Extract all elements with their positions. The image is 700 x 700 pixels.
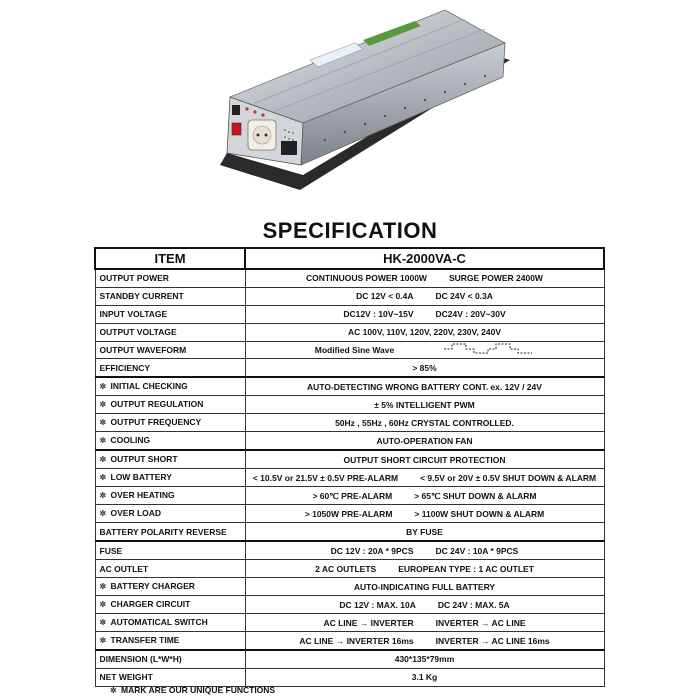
- spec-value: EUROPEAN TYPE : 1 AC OUTLET: [398, 563, 534, 574]
- spec-value: INVERTER → AC LINE 16ms: [435, 635, 550, 646]
- spec-label: INPUT VOLTAGE: [99, 309, 168, 320]
- star-mark-icon: ✲: [99, 618, 107, 628]
- spec-label: EFFICIENCY: [99, 362, 151, 373]
- spec-label: OUTPUT SHORT: [110, 454, 178, 465]
- spec-label-cell: [95, 578, 245, 596]
- spec-label: OUTPUT VOLTAGE: [99, 327, 177, 338]
- spec-label-cell: [95, 596, 245, 614]
- spec-value: SURGE POWER 2400W: [448, 273, 543, 284]
- spec-label-cell: [95, 432, 245, 451]
- spec-label-cell: [95, 269, 245, 287]
- table-row: [95, 578, 604, 596]
- spec-label: LOW BATTERY: [110, 472, 172, 483]
- table-row: [95, 269, 604, 287]
- spec-label: CHARGER CIRCUIT: [110, 599, 191, 610]
- spec-label: OUTPUT REGULATION: [110, 399, 204, 410]
- table-row: [95, 323, 604, 341]
- spec-value: DC12V : 10V~15V: [343, 309, 414, 320]
- spec-value: OUTPUT SHORT CIRCUIT PROTECTION: [343, 454, 506, 465]
- spec-label-cell: [95, 359, 245, 377]
- spec-value-cell: [245, 505, 604, 523]
- spec-value-cell: [245, 632, 604, 651]
- spec-label-cell: [95, 341, 245, 359]
- spec-value-cell: [245, 414, 604, 432]
- table-row: [95, 305, 604, 323]
- star-mark-icon: ✲: [99, 636, 107, 646]
- spec-label: DIMENSION (L*W*H): [99, 654, 182, 665]
- table-row: [95, 377, 604, 396]
- table-row: [95, 414, 604, 432]
- table-row: [95, 359, 604, 377]
- spec-value: AC 100V, 110V, 120V, 220V, 230V, 240V: [348, 327, 501, 338]
- spec-value-cell: [245, 359, 604, 377]
- spec-value: CONTINUOUS POWER 1000W: [306, 273, 427, 284]
- spec-value: > 85%: [412, 362, 437, 373]
- table-row: [95, 523, 604, 541]
- spec-label: FUSE: [99, 545, 123, 556]
- spec-label-cell: [95, 487, 245, 505]
- page-title: SPECIFICATION: [262, 218, 438, 243]
- header-item: ITEM: [95, 248, 245, 269]
- spec-value: > 1050W PRE-ALARM: [304, 508, 393, 519]
- spec-value: ± 5% INTELLIGENT PWM: [374, 399, 475, 410]
- spec-value: BY FUSE: [406, 526, 443, 537]
- spec-value-cell: [245, 560, 604, 578]
- spec-value-cell: [245, 450, 604, 469]
- spec-value: 430*135*79mm: [394, 654, 455, 665]
- table-row: [95, 541, 604, 559]
- spec-value: DC 12V : MAX. 10A: [339, 599, 416, 610]
- table-row: [95, 396, 604, 414]
- spec-value-cell: [245, 541, 604, 559]
- spec-label-cell: [95, 523, 245, 541]
- table-row: [95, 596, 604, 614]
- spec-label: OVER LOAD: [110, 508, 162, 519]
- spec-label: INITIAL CHECKING: [110, 381, 188, 392]
- spec-value: DC 24V < 0.3A: [435, 291, 493, 302]
- spec-value: AC LINE → INVERTER: [323, 617, 414, 628]
- table-row: [95, 287, 604, 305]
- star-mark-icon: ✲: [99, 582, 107, 592]
- star-mark-icon: ✲: [99, 509, 107, 519]
- table-row: [95, 668, 604, 686]
- spec-value: 3.1 Kg: [411, 672, 438, 683]
- spec-label: TRANSFER TIME: [110, 635, 180, 646]
- spec-label-cell: [95, 541, 245, 559]
- spec-value: AC LINE → INVERTER 16ms: [299, 635, 414, 646]
- table-row: [95, 560, 604, 578]
- spec-label: OUTPUT POWER: [99, 273, 169, 284]
- spec-value-cell: [245, 287, 604, 305]
- star-mark-icon: ✲: [99, 400, 107, 410]
- spec-value: DC 24V : 10A * 9PCS: [435, 545, 519, 556]
- spec-label-cell: [95, 414, 245, 432]
- star-mark-icon: ✲: [99, 600, 107, 610]
- spec-label-cell: [95, 632, 245, 651]
- table-row: [95, 341, 604, 359]
- spec-value: DC 12V : 20A * 9PCS: [330, 545, 414, 556]
- table-header-row: [95, 248, 604, 269]
- spec-value-cell: [245, 614, 604, 632]
- spec-value-cell: [245, 396, 604, 414]
- spec-value: 2 AC OUTLETS: [315, 563, 377, 574]
- table-row: [95, 650, 604, 668]
- spec-value: < 9.5V or 20V ± 0.5V SHUT DOWN & ALARM: [420, 472, 597, 483]
- spec-label-cell: [95, 560, 245, 578]
- spec-value-cell: [245, 668, 604, 686]
- spec-value-cell: [245, 341, 604, 359]
- spec-value: Modified Sine Wave: [314, 345, 395, 355]
- table-row: [95, 487, 604, 505]
- spec-label: OVER HEATING: [110, 490, 175, 501]
- spec-value-cell: [245, 596, 604, 614]
- spec-value-cell: [245, 269, 604, 287]
- spec-value-cell: [245, 305, 604, 323]
- spec-value: INVERTER → AC LINE: [435, 617, 526, 628]
- spec-value-cell: [245, 377, 604, 396]
- table-row: [95, 450, 604, 469]
- spec-value: > 60℃ PRE-ALARM: [312, 490, 393, 501]
- spec-label: AUTOMATICAL SWITCH: [110, 617, 208, 628]
- spec-label: COOLING: [110, 435, 151, 446]
- spec-value: 50Hz , 55Hz , 60Hz CRYSTAL CONTROLLED.: [335, 417, 514, 428]
- table-row: [95, 469, 604, 487]
- spec-value: AUTO-DETECTING WRONG BATTERY CONT. ex. 12V / 24V: [307, 381, 542, 392]
- spec-value: DC 12V < 0.4A: [356, 291, 414, 302]
- spec-value: AUTO-OPERATION FAN: [376, 435, 473, 446]
- spec-label-cell: [95, 396, 245, 414]
- star-mark-icon: ✲: [99, 382, 107, 392]
- spec-value: < 10.5V or 21.5V ± 0.5V PRE-ALARM: [252, 472, 399, 483]
- spec-value-cell: [245, 323, 604, 341]
- spec-label-cell: [95, 469, 245, 487]
- spec-body: [95, 269, 604, 686]
- table-row: [95, 432, 604, 451]
- spec-label: BATTERY CHARGER: [110, 581, 195, 592]
- spec-value-cell: [245, 578, 604, 596]
- spec-label-cell: [95, 305, 245, 323]
- spec-label-cell: [95, 505, 245, 523]
- spec-label-cell: [95, 650, 245, 668]
- spec-value: AUTO-INDICATING FULL BATTERY: [353, 581, 496, 592]
- spec-label: AC OUTLET: [99, 563, 149, 574]
- spec-value: DC24V : 20V~30V: [435, 309, 506, 320]
- spec-label: NET WEIGHT: [99, 672, 153, 683]
- star-mark-icon: ✲: [99, 455, 107, 465]
- inverter-product-image: [215, 5, 515, 200]
- spec-label-cell: [95, 323, 245, 341]
- star-mark-icon: ✲: [99, 436, 107, 446]
- table-row: [95, 614, 604, 632]
- spec-label-cell: [95, 287, 245, 305]
- spec-label-cell: [95, 377, 245, 396]
- spec-value: > 65℃ SHUT DOWN & ALARM: [414, 490, 537, 501]
- header-model: HK-2000VA-C: [245, 248, 604, 269]
- spec-value: DC 24V : MAX. 5A: [437, 599, 510, 610]
- spec-value: > 1100W SHUT DOWN & ALARM: [414, 508, 545, 519]
- spec-value-cell: [245, 469, 604, 487]
- spec-label: OUTPUT FREQUENCY: [110, 417, 202, 428]
- spec-label-cell: [95, 450, 245, 469]
- spec-value-cell: [245, 523, 604, 541]
- table-row: [95, 632, 604, 651]
- star-mark-icon: ✲: [99, 491, 107, 501]
- modified-sine-wave-icon: [444, 342, 534, 354]
- spec-label: STANDBY CURRENT: [99, 291, 184, 302]
- spec-label-cell: [95, 668, 245, 686]
- spec-value-cell: [245, 432, 604, 451]
- footer-note-text: MARK ARE OUR UNIQUE FUNCTIONS: [121, 685, 276, 695]
- spec-label: OUTPUT WAVEFORM: [99, 345, 187, 355]
- spec-value-cell: [245, 487, 604, 505]
- specification-table: [94, 247, 605, 687]
- star-mark-icon: ✲: [99, 418, 107, 428]
- star-mark-icon: ✲: [110, 686, 117, 695]
- star-mark-icon: ✲: [99, 473, 107, 483]
- spec-value-cell: [245, 650, 604, 668]
- table-row: [95, 505, 604, 523]
- footer-note: [110, 685, 275, 695]
- spec-label: BATTERY POLARITY REVERSE: [99, 526, 227, 537]
- spec-label-cell: [95, 614, 245, 632]
